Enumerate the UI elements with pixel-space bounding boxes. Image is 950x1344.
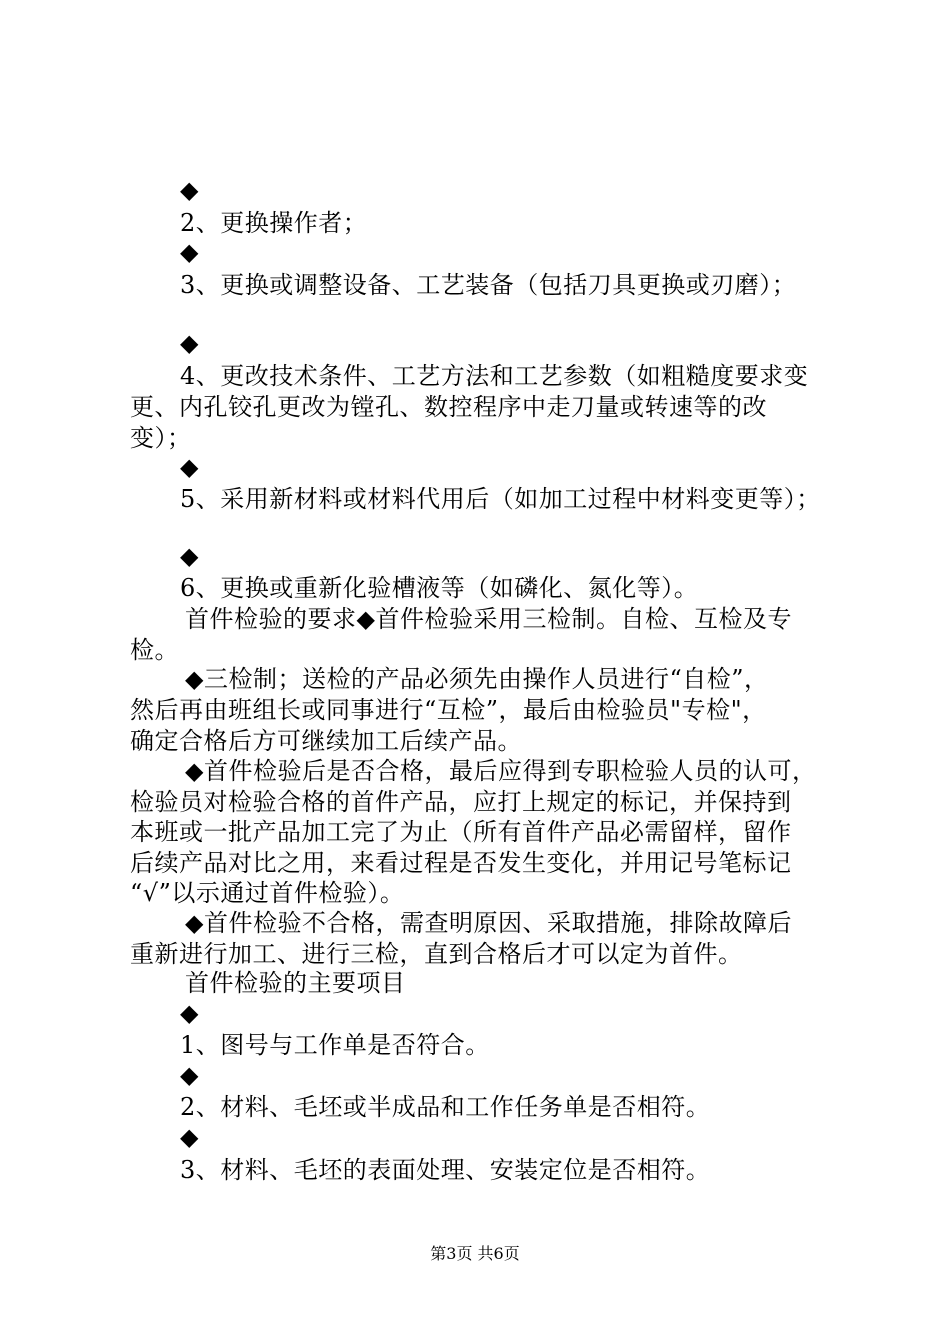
section-heading: 首件检验的主要项目 xyxy=(185,969,406,997)
text-line: 3、材料、毛坯的表面处理、安装定位是否相符。 xyxy=(180,1156,711,1184)
text-line: 后续产品对比之用，来看过程是否发生变化，并用记号笔标记 xyxy=(130,849,792,877)
bullet-diamond: ◆ xyxy=(180,176,199,204)
text-line: 变）； xyxy=(130,424,192,452)
page-number-footer: 第3页 共6页 xyxy=(430,1244,520,1263)
bullet-diamond: ◆ xyxy=(180,999,199,1027)
text-line: 1、图号与工作单是否符合。 xyxy=(180,1031,490,1059)
text-line: 6、更换或重新化验槽液等（如磷化、氮化等）。 xyxy=(180,574,699,602)
text-line: ◆首件检验不合格，需查明原因、采取措施，排除故障后 xyxy=(185,909,792,937)
text-line: 检验员对检验合格的首件产品，应打上规定的标记，并保持到 xyxy=(130,788,792,816)
text-line: “√”以示通过首件检验）。 xyxy=(130,879,405,907)
text-line: ◆首件检验后是否合格，最后应得到专职检验人员的认可， xyxy=(185,757,817,785)
bullet-diamond: ◆ xyxy=(180,542,199,570)
text-line: 3、更换或调整设备、工艺装备（包括刀具更换或刃磨）； xyxy=(180,271,797,299)
text-line: 4、更改技术条件、工艺方法和工艺参数（如粗糙度要求变 xyxy=(180,362,809,390)
text-line: ◆三检制；送检的产品必须先由操作人员进行“自检”， xyxy=(185,665,769,693)
text-line: 5、采用新材料或材料代用后（如加工过程中材料变更等）； xyxy=(180,485,821,513)
text-line: 然后再由班组长或同事进行“互检”，最后由检验员"专检"， xyxy=(130,696,767,724)
text-line: 更、内孔铰孔更改为镗孔、数控程序中走刀量或转速等的改 xyxy=(130,393,767,421)
bullet-diamond: ◆ xyxy=(180,1061,199,1089)
text-line: 2、材料、毛坯或半成品和工作任务单是否相符。 xyxy=(180,1093,711,1121)
bullet-diamond: ◆ xyxy=(180,238,199,266)
text-line: 检。 xyxy=(130,636,179,664)
bullet-diamond: ◆ xyxy=(180,329,199,357)
text-line: 2、更换操作者； xyxy=(180,209,368,237)
text-line: 本班或一批产品加工完了为止（所有首件产品必需留样，留作 xyxy=(130,818,792,846)
text-line: 确定合格后方可继续加工后续产品。 xyxy=(130,727,522,755)
section-heading-line: 首件检验的要求◆首件检验采用三检制。自检、互检及专 xyxy=(185,605,792,633)
text-line: 重新进行加工、进行三检，直到合格后才可以定为首件。 xyxy=(130,940,743,968)
bullet-diamond: ◆ xyxy=(180,1123,199,1151)
bullet-diamond: ◆ xyxy=(180,453,199,481)
